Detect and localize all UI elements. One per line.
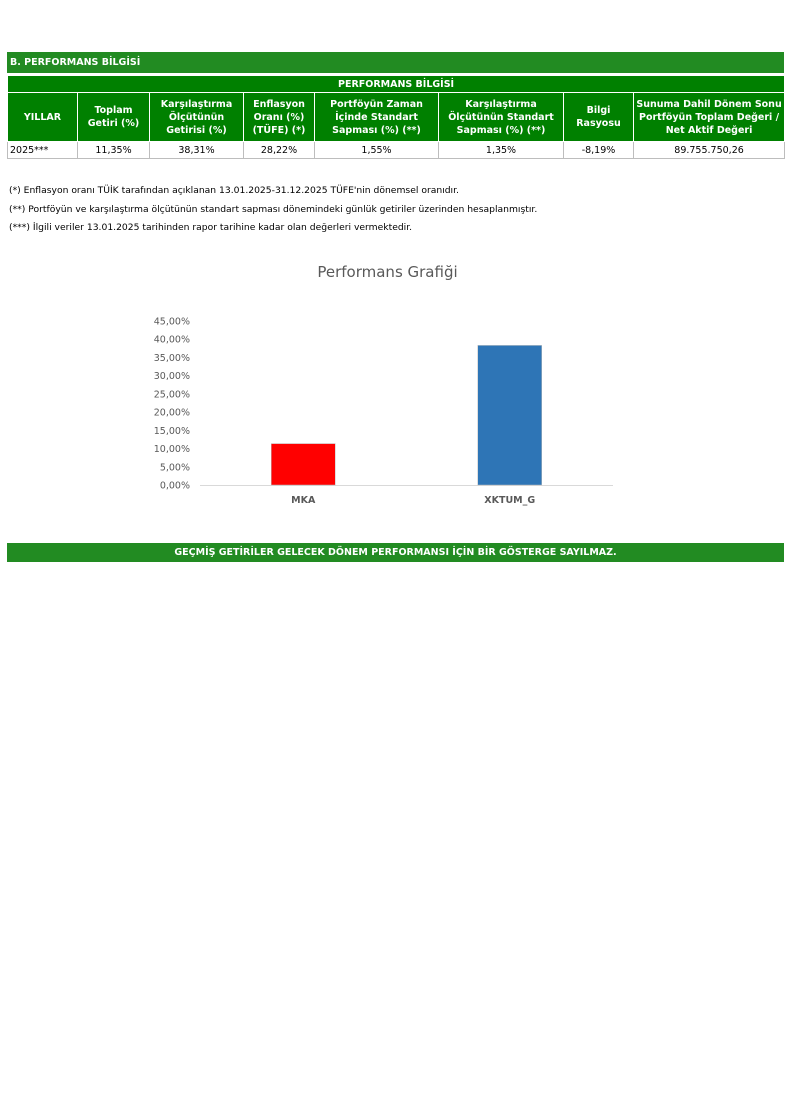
y-tick-label: 25,00% (153, 389, 190, 401)
header-total-return: Toplam Getiri (%) (78, 93, 150, 142)
disclaimer-bar: GEÇMİŞ GETİRİLER GELECEK DÖNEM PERFORMANSI İÇİN BİR GÖSTERGE SAYILMAZ. (7, 543, 784, 562)
header-net-asset-value: Sunuma Dahil Dönem Sonu Portföyün Toplam Değeri / Net Aktif Değeri (634, 93, 785, 142)
header-years: YILLAR (8, 93, 78, 142)
y-tick-label: 35,00% (153, 352, 190, 364)
bar-xktum_g (478, 345, 542, 485)
header-inflation: Enflasyon Oranı (%) (TÜFE) (*) (244, 93, 315, 142)
cell-portfolio-std: 1,55% (315, 142, 439, 159)
section-header: B. PERFORMANS BİLGİSİ (7, 52, 784, 73)
footnote-inflation: (*) Enflasyon oranı TÜİK tarafından açıklanan 13.01.2025-31.12.2025 TÜFE'nin dönemsel oranıdır. (9, 185, 459, 196)
y-tick-label: 5,00% (159, 462, 190, 474)
bar-mka (271, 444, 335, 485)
cell-benchmark-return: 38,31% (150, 142, 244, 159)
header-info-ratio: Bilgi Rasyosu (564, 93, 634, 142)
header-benchmark-std: Karşılaştırma Ölçütünün Standart Sapması (%) (**) (439, 93, 564, 142)
cell-info-ratio: -8,19% (564, 142, 634, 159)
y-tick-label: 40,00% (153, 334, 190, 346)
cell-year: 2025*** (8, 142, 78, 159)
performance-chart (0, 300, 789, 520)
performance-table (7, 75, 785, 159)
cell-benchmark-std: 1,35% (439, 142, 564, 159)
footnote-std: (**) Portföyün ve karşılaştırma ölçütünün standart sapması dönemindeki günlük getiriler üzerinden hesaplanmıştır. (9, 203, 538, 215)
footnote-data-period: (***) İlgili veriler 13.01.2025 tarihinden rapor tarihine kadar olan değerleri vermektedir. (9, 222, 413, 233)
cell-inflation: 28,22% (244, 142, 315, 159)
x-category-label: XKTUM_G (484, 495, 536, 506)
table-row (8, 142, 785, 159)
chart-title: Performans Grafiği (317, 263, 458, 281)
x-category-label: MKA (291, 495, 316, 506)
y-tick-label: 15,00% (153, 425, 190, 437)
header-benchmark-return: Karşılaştırma Ölçütünün Getirisi (%) (150, 93, 244, 142)
footnotes (9, 184, 537, 240)
y-tick-label: 10,00% (153, 444, 190, 456)
y-tick-label: 45,00% (153, 316, 190, 328)
y-tick-label: 20,00% (153, 407, 190, 419)
y-tick-label: 0,00% (159, 480, 190, 492)
table-title: PERFORMANS BİLGİSİ (8, 76, 785, 93)
header-portfolio-std: Portföyün Zaman İçinde Standart Sapması (%) (**) (315, 93, 439, 142)
cell-net-asset-value: 89.755.750,26 (634, 142, 785, 159)
cell-total-return: 11,35% (78, 142, 150, 159)
y-tick-label: 30,00% (153, 371, 190, 383)
